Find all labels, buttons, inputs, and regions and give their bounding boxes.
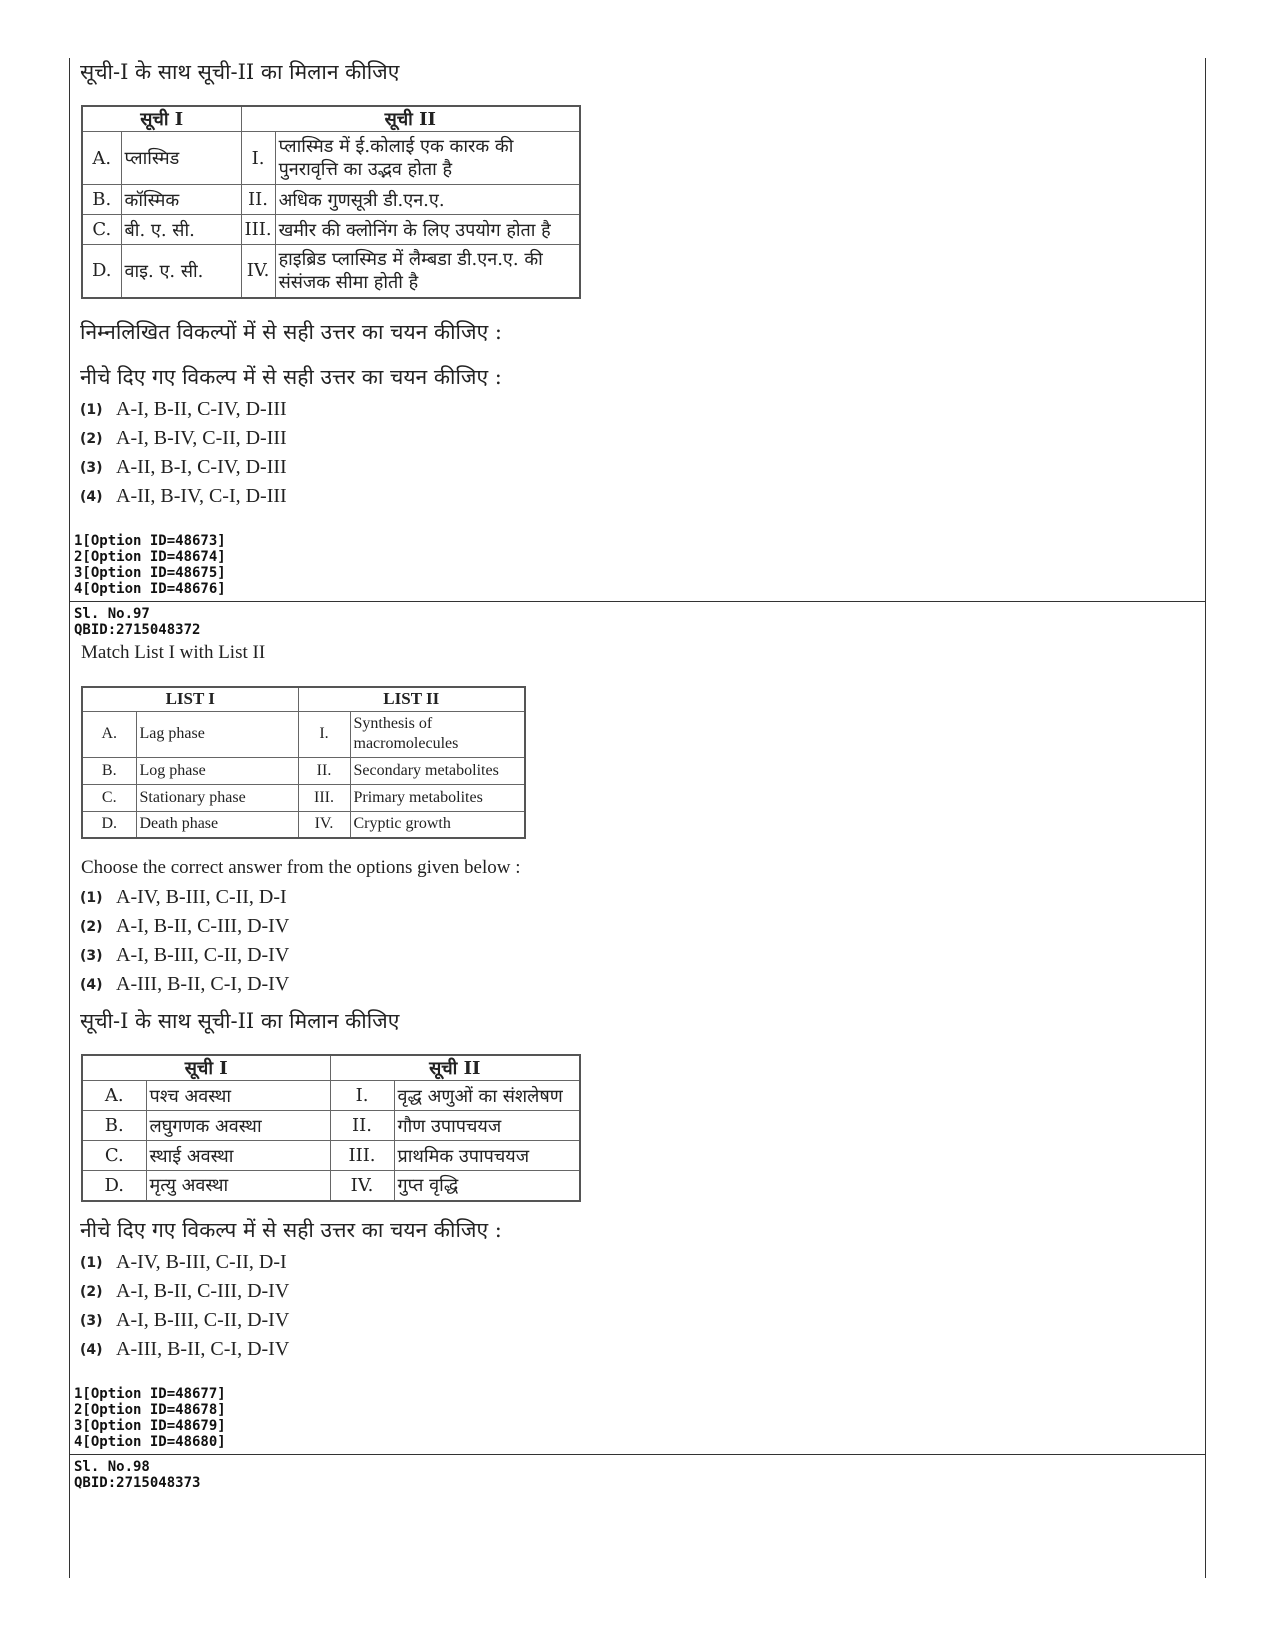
option-text: A-III, B-II, C-I, D-IV <box>116 1338 290 1360</box>
row-numeral: I. <box>241 132 275 185</box>
answer-option-1[interactable] <box>80 398 287 424</box>
option-id: 3[Option ID=48679] <box>74 1418 226 1434</box>
row-key: C. <box>82 1141 146 1171</box>
option-number: (3) <box>80 1312 103 1329</box>
row-key: C. <box>82 784 136 811</box>
list2-item: प्लास्मिड में ई.कोलाई एक कारक की पुनरावृत्ति का उद्भव होता है <box>275 132 580 185</box>
option-text: A-IV, B-III, C-II, D-I <box>116 1251 287 1273</box>
row-key: A. <box>82 1081 146 1111</box>
page-border-right <box>1205 58 1206 1578</box>
answer-option-1[interactable] <box>80 1251 287 1277</box>
list2-item: Secondary metabolites <box>350 757 525 784</box>
row-numeral: III. <box>298 784 350 811</box>
list1-item: प्लास्मिड <box>121 132 241 185</box>
list2-item: Primary metabolites <box>350 784 525 811</box>
list2-item: गुप्त वृद्धि <box>394 1171 580 1201</box>
list1-header: सूची I <box>82 1055 330 1081</box>
answer-option-2[interactable] <box>80 915 289 941</box>
option-number: (3) <box>80 459 103 476</box>
question-bank-id: QBID:2715048372 <box>74 622 201 638</box>
table-row <box>82 245 580 298</box>
option-number: (2) <box>80 918 103 935</box>
option-text: A-I, B-IV, C-II, D-III <box>116 427 287 449</box>
answer-option-2[interactable] <box>80 427 287 453</box>
option-number: (4) <box>80 976 103 993</box>
list2-item: प्राथमिक उपापचयज <box>394 1141 580 1171</box>
match-table-hindi-q96 <box>81 105 581 299</box>
row-numeral: I. <box>330 1081 394 1111</box>
option-text: A-I, B-II, C-III, D-IV <box>116 1280 290 1302</box>
row-key: B. <box>82 185 121 215</box>
list1-item: Stationary phase <box>136 784 298 811</box>
table-row <box>82 215 580 245</box>
table-row <box>82 757 525 784</box>
question-divider <box>69 1454 1206 1455</box>
list2-item: वृद्ध अणुओं का संशलेषण <box>394 1081 580 1111</box>
list2-item: खमीर की क्लोनिंग के लिए उपयोग होता है <box>275 215 580 245</box>
option-text: A-I, B-III, C-II, D-IV <box>116 1309 290 1331</box>
list2-item: Cryptic growth <box>350 811 525 838</box>
row-key: A. <box>82 132 121 185</box>
list1-item: Death phase <box>136 811 298 838</box>
option-number: (2) <box>80 1283 103 1300</box>
match-table-english <box>81 686 526 839</box>
row-numeral: IV. <box>241 245 275 298</box>
list1-item: बी. ए. सी. <box>121 215 241 245</box>
question-bank-id: QBID:2715048373 <box>74 1475 201 1491</box>
answer-option-4[interactable] <box>80 1338 289 1364</box>
option-text: A-III, B-II, C-I, D-IV <box>116 973 290 995</box>
row-numeral: I. <box>298 711 350 757</box>
answer-option-1[interactable] <box>80 886 287 912</box>
table-row <box>82 1111 580 1141</box>
question-divider <box>69 601 1206 602</box>
instruction: Choose the correct answer from the options given below : <box>81 857 521 878</box>
list1-header: सूची I <box>82 106 241 132</box>
table-row <box>82 132 580 185</box>
row-numeral: II. <box>298 757 350 784</box>
list2-item: गौण उपापचयज <box>394 1111 580 1141</box>
answer-option-2[interactable] <box>80 1280 289 1306</box>
instruction-hindi: निम्नलिखित विकल्पों में से सही उत्तर का चयन कीजिए : <box>80 320 502 344</box>
instruction-hindi: नीचे दिए गए विकल्प में से सही उत्तर का चयन कीजिए : <box>80 1218 502 1242</box>
option-id-list <box>74 533 226 597</box>
list2-item: अधिक गुणसूत्री डी.एन.ए. <box>275 185 580 215</box>
table-row <box>82 784 525 811</box>
option-text: A-II, B-I, C-IV, D-III <box>116 456 287 478</box>
option-id: 4[Option ID=48676] <box>74 581 226 597</box>
list2-header: LIST II <box>298 687 525 711</box>
option-id: 1[Option ID=48677] <box>74 1386 226 1402</box>
answer-option-4[interactable] <box>80 973 289 999</box>
option-id: 2[Option ID=48678] <box>74 1402 226 1418</box>
option-text: A-I, B-II, C-III, D-IV <box>116 915 290 937</box>
row-numeral: IV. <box>330 1171 394 1201</box>
question-meta <box>74 606 200 638</box>
option-number: (2) <box>80 430 103 447</box>
option-number: (1) <box>80 401 103 418</box>
serial-number: Sl. No.97 <box>74 606 150 622</box>
answer-option-3[interactable] <box>80 1309 289 1335</box>
list2-item: हाइब्रिड प्लास्मिड में लैम्बडा डी.एन.ए. की संसंजक सीमा होती है <box>275 245 580 298</box>
row-key: B. <box>82 1111 146 1141</box>
option-id-list <box>74 1386 226 1450</box>
option-id: 4[Option ID=48680] <box>74 1434 226 1450</box>
option-number: (3) <box>80 947 103 964</box>
row-key: B. <box>82 757 136 784</box>
list1-item: कॉस्मिक <box>121 185 241 215</box>
question-prompt: Match List I with List II <box>81 642 266 663</box>
row-numeral: II. <box>330 1111 394 1141</box>
row-numeral: III. <box>241 215 275 245</box>
row-numeral: III. <box>330 1141 394 1171</box>
table-row <box>82 1141 580 1171</box>
list1-item: पश्च अवस्था <box>146 1081 330 1111</box>
row-key: A. <box>82 711 136 757</box>
row-key: D. <box>82 245 121 298</box>
question-prompt-hindi: सूची-I के साथ सूची-II का मिलान कीजिए <box>80 1009 400 1033</box>
answer-option-4[interactable] <box>80 485 287 511</box>
answer-option-3[interactable] <box>80 456 287 482</box>
serial-number: Sl. No.98 <box>74 1459 150 1475</box>
option-number: (4) <box>80 488 103 505</box>
question-prompt-hindi: सूची-I के साथ सूची-II का मिलान कीजिए <box>80 60 400 84</box>
list1-item: मृत्यु अवस्था <box>146 1171 330 1201</box>
list1-item: स्थाई अवस्था <box>146 1141 330 1171</box>
option-text: A-I, B-III, C-II, D-IV <box>116 944 290 966</box>
row-key: C. <box>82 215 121 245</box>
list1-item: लघुगणक अवस्था <box>146 1111 330 1141</box>
instruction-hindi: नीचे दिए गए विकल्प में से सही उत्तर का चयन कीजिए : <box>80 365 502 389</box>
row-key: D. <box>82 1171 146 1201</box>
list1-item: वाइ. ए. सी. <box>121 245 241 298</box>
row-numeral: IV. <box>298 811 350 838</box>
option-number: (1) <box>80 1254 103 1271</box>
list2-header: सूची II <box>241 106 580 132</box>
row-numeral: II. <box>241 185 275 215</box>
table-row <box>82 811 525 838</box>
match-table-hindi-q97 <box>81 1054 581 1202</box>
list1-header: LIST I <box>82 687 298 711</box>
option-text: A-IV, B-III, C-II, D-I <box>116 886 287 908</box>
option-id: 1[Option ID=48673] <box>74 533 226 549</box>
table-row <box>82 185 580 215</box>
table-row <box>82 711 525 757</box>
option-number: (4) <box>80 1341 103 1358</box>
option-id: 2[Option ID=48674] <box>74 549 226 565</box>
question-meta <box>74 1459 200 1491</box>
list1-item: Log phase <box>136 757 298 784</box>
list1-item: Lag phase <box>136 711 298 757</box>
table-row <box>82 1171 580 1201</box>
answer-option-3[interactable] <box>80 944 289 970</box>
list2-header: सूची II <box>330 1055 580 1081</box>
table-row <box>82 1081 580 1111</box>
option-text: A-II, B-IV, C-I, D-III <box>116 485 287 507</box>
option-text: A-I, B-II, C-IV, D-III <box>116 398 287 420</box>
option-number: (1) <box>80 889 103 906</box>
row-key: D. <box>82 811 136 838</box>
list2-item: Synthesis of macromolecules <box>350 711 525 757</box>
page-border-left <box>69 58 70 1578</box>
option-id: 3[Option ID=48675] <box>74 565 226 581</box>
